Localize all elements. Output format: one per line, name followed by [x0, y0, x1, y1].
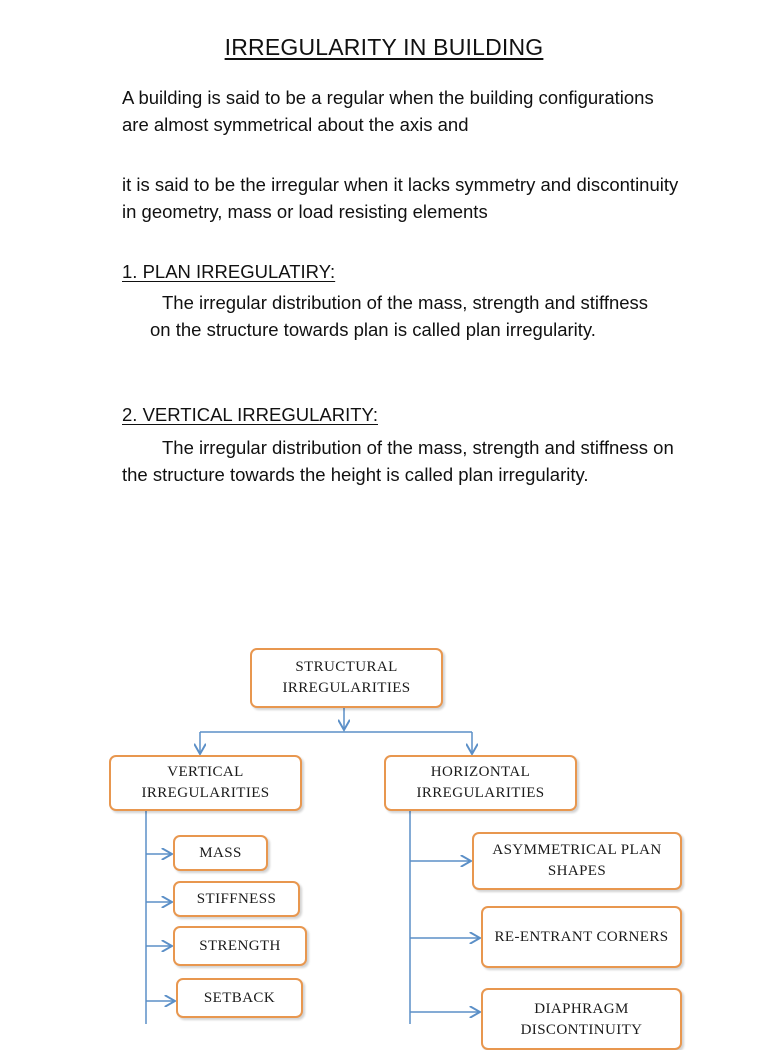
stiffness-box: STIFFNESS — [173, 881, 300, 917]
page-title: IRREGULARITY IN BUILDING — [224, 34, 544, 60]
mass-box: MASS — [173, 835, 268, 871]
intro-paragraph-1: A building is said to be a regular when the building configurations are almost symmetrical about the axis and — [122, 87, 654, 135]
section-body-vertical: The irregular distribution of the mass, strength and stiffness on the structure towards the height is called plan irregularity. — [122, 437, 674, 485]
irregularity-diagram — [0, 640, 768, 1038]
section-body-plan: The irregular distribution of the mass, strength and stiffness on the structure towards plan is called plan irregularity. — [150, 292, 649, 340]
vertical-irregularities-box: VERTICAL IRREGULARITIES — [109, 755, 302, 811]
section-heading-plan: 1. PLAN IRREGULATIRY: — [122, 261, 336, 282]
re-entrant-corners-box: RE-ENTRANT CORNERS — [481, 906, 682, 968]
section-heading-vertical: 2. VERTICAL IRREGULARITY: — [122, 404, 378, 425]
strength-box: STRENGTH — [173, 926, 307, 966]
root-box: STRUCTURAL IRREGULARITIES — [250, 648, 443, 708]
setback-box: SETBACK — [176, 978, 303, 1018]
intro-paragraph-2: it is said to be the irregular when it lacks symmetry and discontinuity in geometry, mass or load resisting elements — [122, 174, 679, 222]
diaphragm-discontinuity-box: DIAPHRAGM DISCONTINUITY — [481, 988, 682, 1050]
asymmetrical-plan-shapes-box: ASYMMETRICAL PLAN SHAPES — [472, 832, 682, 890]
horizontal-irregularities-box: HORIZONTAL IRREGULARITIES — [384, 755, 577, 811]
